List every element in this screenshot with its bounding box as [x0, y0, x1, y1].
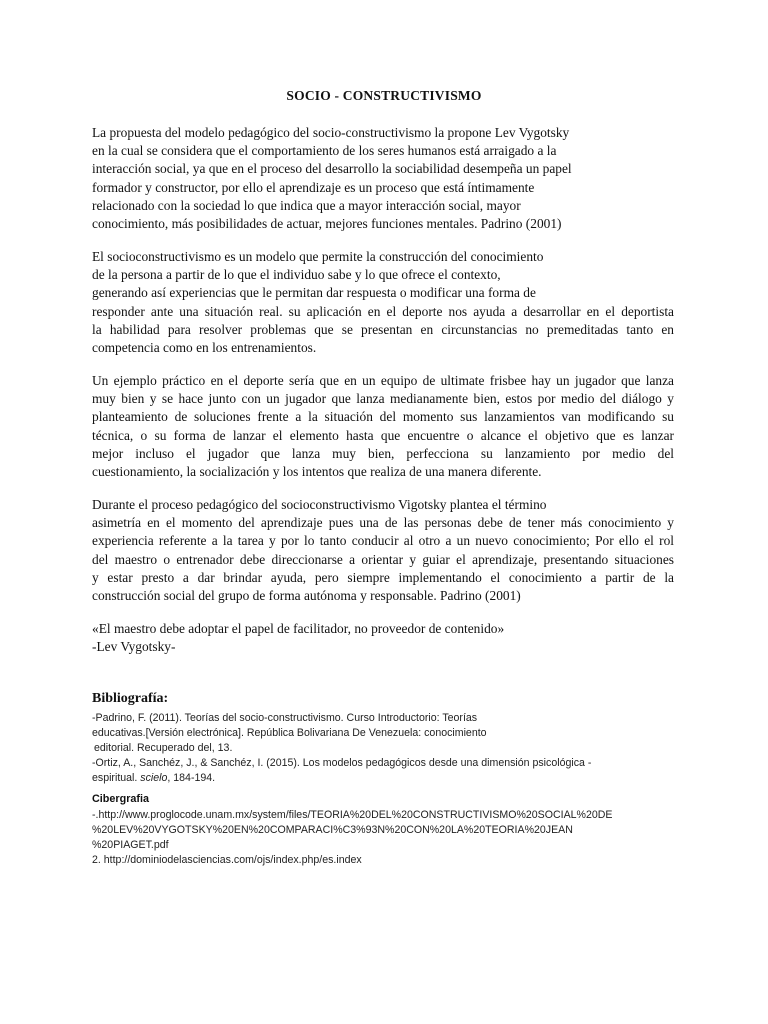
paragraph-line: experiencia referente a la tarea y por lo tanto conducir al otro a un nuevo conocimiento; Por ello el rol — [92, 533, 674, 549]
paragraph-3 — [92, 372, 674, 481]
paragraph-line: técnica, o su forma de lanzar el elemento hasta que encuentre o alcance el objetivo que es lanzar — [92, 427, 674, 443]
paragraph-line: conocimiento, más posibilidades de actuar, mejores funciones mentales. Padrino (2001) — [92, 216, 562, 232]
reference-line: educativas.[Versión electrónica]. República Bolivariana De Venezuela: conocimiento — [92, 727, 487, 739]
reference-line: -Ortiz, A., Sanchéz, J., & Sanchéz, I. (2015). Los modelos pedagógicos desde una dimensión psicológica - — [92, 757, 592, 769]
reference-line — [92, 771, 692, 786]
paragraph-line: cuestionamiento, la socialización y los intentos que realiza de una manera diferente. — [92, 464, 542, 480]
reference-line: -Padrino, F. (2011). Teorías del socio-constructivismo. Curso Introductorio: Teorías — [92, 712, 478, 724]
paragraph-line: La propuesta del modelo pedagógico del socio-constructivismo la propone Lev Vygotsky — [92, 125, 570, 140]
paragraph-line: responder ante una situación real. su aplicación en el deporte nos ayuda a desarrollar en el deportista — [92, 303, 674, 319]
paragraph-line: en la cual se considera que el comportamiento de los seres humanos está arraigado a la — [92, 143, 557, 159]
journal-name: scielo — [140, 772, 168, 784]
paragraph-line: planteamiento de soluciones frente a la situación del momento sus lanzamientos van modificando su — [92, 409, 674, 425]
paragraph-line: interacción social, ya que en el proceso del desarrollo la sociabilidad desempeña un papel — [92, 161, 572, 177]
paragraph-line: del maestro o entrenador debe direccionarse a orientar y guiar el aprendizaje, presentando situaciones — [92, 551, 674, 567]
paragraph-1 — [92, 124, 674, 233]
paragraph-line: muy bien y se hace junto con un jugador que lanza medianamente bien, estos por medio del diálogo y — [92, 391, 674, 407]
bibliography-heading: Bibliografía: — [92, 691, 169, 706]
quote-block — [92, 620, 674, 656]
url-line[interactable]: 2. http://dominiodelasciencias.com/ojs/index.php/es.index — [92, 854, 362, 866]
paragraph-2 — [92, 248, 674, 357]
paragraph-line: relacionado con la sociedad lo que indica que a mayor interacción social, mayor — [92, 197, 521, 213]
cibergrafia-heading: Cibergrafia — [92, 793, 149, 805]
paragraph-line: Un ejemplo práctico en el deporte sería que en un equipo de ultimate frisbee hay un jugador que lanza — [92, 373, 674, 388]
reference-text: , 184-194. — [167, 772, 216, 784]
url-line[interactable]: %20LEV%20VYGOTSKY%20EN%20COMPARACI%C3%93N%20CON%20LA%20TEORIA%20JEAN — [92, 824, 573, 836]
quote-text: «El maestro debe adoptar el papel de facilitador, no proveedor de contenido» — [92, 621, 505, 636]
paragraph-line: generando así experiencias que le permitan dar respuesta o modificar una forma de — [92, 285, 536, 301]
paragraph-line: El socioconstructivismo es un modelo que permite la construcción del conocimiento — [92, 249, 544, 264]
url-line[interactable]: -.http://www.proglocode.unam.mx/system/files/TEORIA%20DEL%20CONSTRUCTIVISMO%20SOCIAL%20DE — [92, 809, 613, 821]
url-line[interactable]: %20PIAGET.pdf — [92, 839, 169, 851]
paragraph-line: asimetría en el momento del aprendizaje pues una de las personas debe de tener más conocimiento y — [92, 515, 674, 531]
paragraph-line: de la persona a partir de lo que el individuo sabe y lo que ofrece el contexto, — [92, 267, 501, 283]
reference-line: editorial. Recuperado del, 13. — [94, 742, 233, 754]
paragraph-4 — [92, 496, 674, 605]
cibergrafia-list — [92, 808, 692, 868]
paragraph-line: y estar presto a dar brindar ayuda, pero siempre implementando el conocimiento a partir de la — [92, 569, 674, 585]
quote-author: -Lev Vygotsky- — [92, 639, 176, 655]
paragraph-line: construcción social del grupo de forma autónoma y responsable. Padrino (2001) — [92, 588, 521, 604]
paragraph-line: mejor incluso el jugador que lanza muy bien, perfecciona su lanzamiento por medio del — [92, 445, 674, 461]
document-title: SOCIO - CONSTRUCTIVISMO — [286, 88, 482, 103]
paragraph-line: formador y constructor, por ello el aprendizaje es un proceso que está íntimamente — [92, 179, 535, 195]
paragraph-line: competencia como en los entrenamientos. — [92, 340, 317, 356]
bibliography-list — [92, 711, 692, 786]
paragraph-line: Durante el proceso pedagógico del socioconstructivismo Vigotsky plantea el término — [92, 497, 547, 512]
reference-text: espiritual. — [92, 772, 141, 784]
paragraph-line: la habilidad para resolver problemas que se presentan en circunstancias no premeditadas tanto en — [92, 321, 674, 337]
